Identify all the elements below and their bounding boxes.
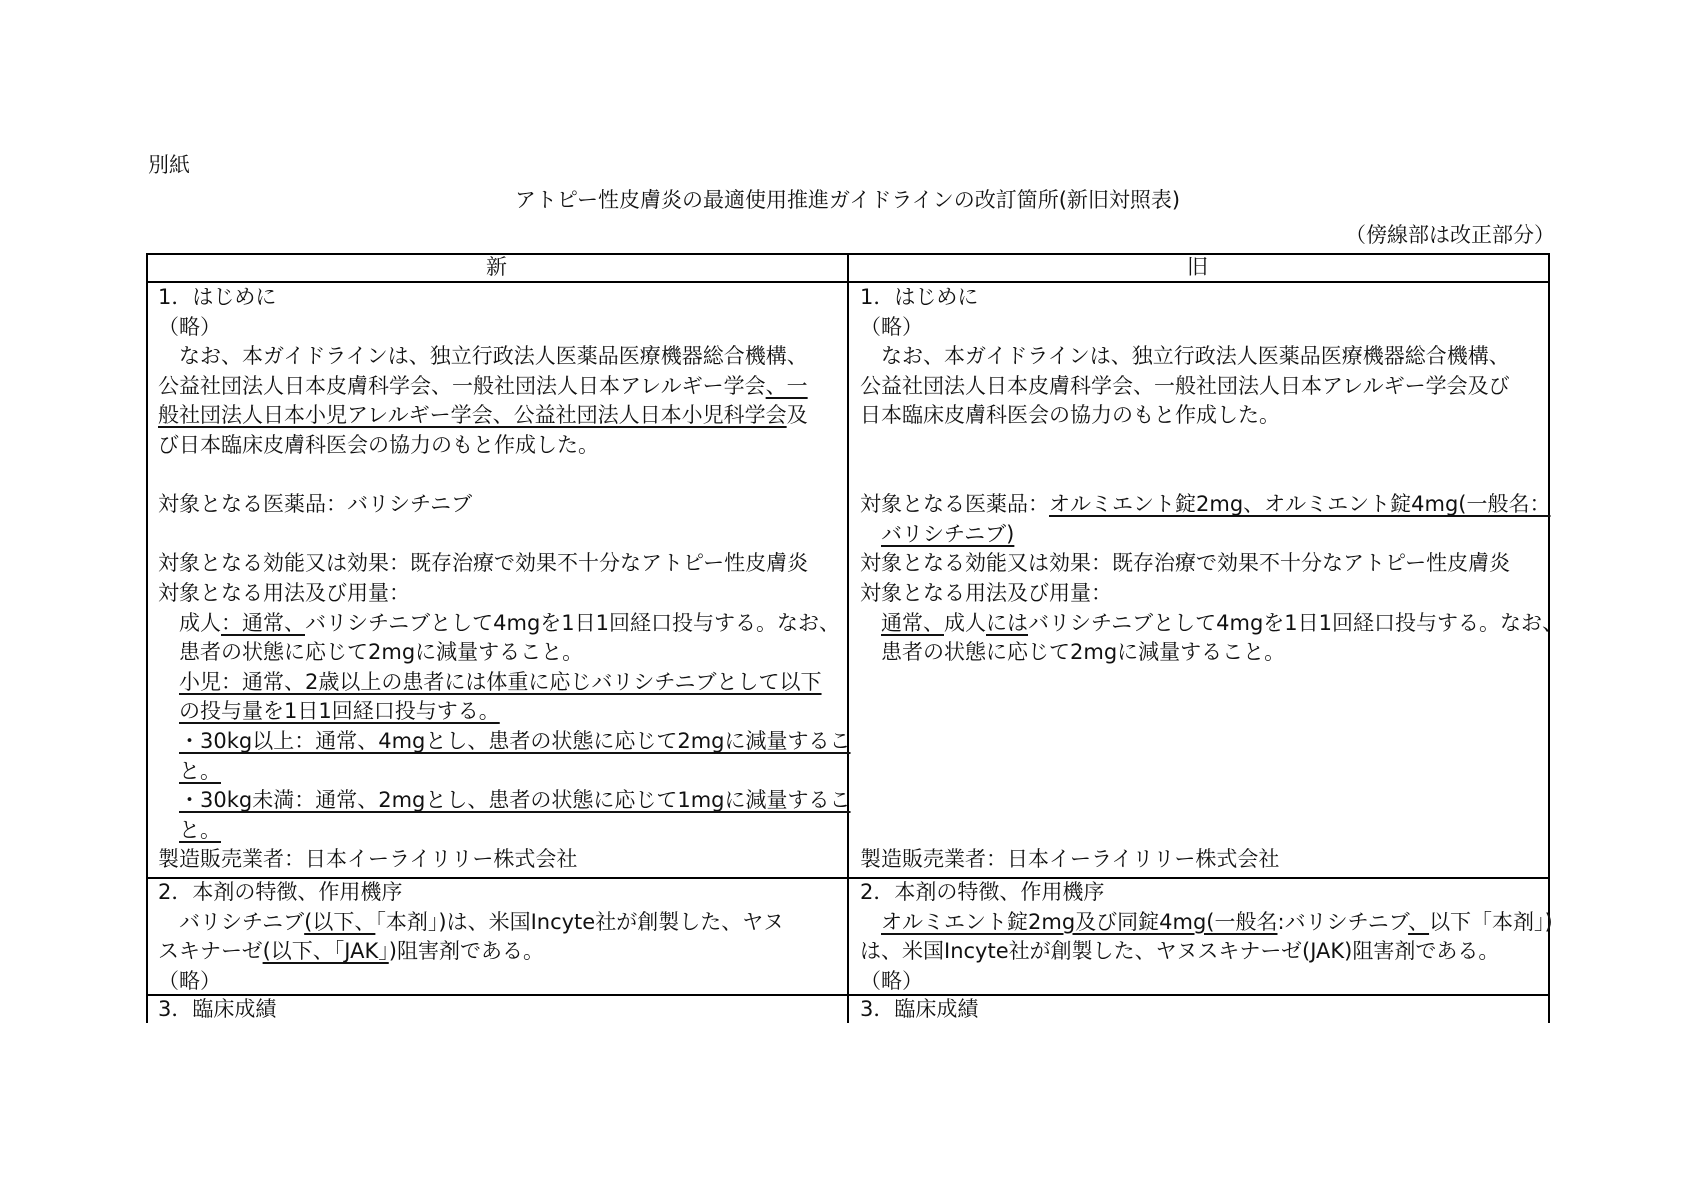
text-line [860,283,978,313]
text-segment: 患者の状態に応じて2mgに減量すること。 [158,640,584,665]
text-segment: 1．はじめに [158,285,277,309]
text-segment: 成人 [944,610,986,635]
text-segment: なお、本ガイドラインは、独立行政法人医薬品医療機器総合機構、 [860,344,1510,369]
text-segment [158,729,179,753]
text-segment: バリシチニブ [158,909,305,934]
text-segment: 対象となる医薬品：バリシチニブ [158,492,473,517]
text-line [158,845,577,875]
text-line [860,878,1104,908]
revised-text: (以下、「JAK」 [262,939,389,964]
text-line [158,786,851,816]
revised-text: には [986,610,1028,635]
text-line [158,878,402,908]
revised-text: 通常、 [881,610,944,635]
text-line [158,283,276,313]
text-line [158,967,221,997]
table-border-right [1548,253,1550,1023]
text-segment: 「本剤」)は、米国Incyte社が創製した、ヤヌ [375,909,784,934]
text-segment [158,788,179,812]
text-line [158,638,583,668]
header-old: 旧 [1187,255,1208,279]
text-segment: （略） [158,968,221,993]
text-line [860,372,1510,402]
text-line [158,579,410,609]
text-segment: 製造販売業者：日本イーライリリー株式会社 [860,847,1280,872]
revised-text: と。 [179,817,221,842]
revised-text: ・30kg未満：通常、2mgとし、患者の状態に応じて1mgに減量するこ [179,788,851,813]
text-line [860,342,1510,372]
text-segment: （略） [860,968,923,993]
revised-text: 般社団法人日本小児アレルギー学会、公益社団法人日本小児科学会 [158,403,787,428]
text-segment: 対象となる医薬品： [860,492,1049,517]
text-line [158,490,472,520]
revised-text: 小児：通常、2歳以上の患者には体重に応じバリシチニブとして以下 [179,669,822,694]
text-line [158,401,808,431]
text-segment: 対象となる用法及び用量： [860,581,1112,605]
text-segment: 以下「本剤」) [1429,909,1553,934]
text-segment: 1．はじめに [860,285,979,309]
text-line [860,845,1279,875]
revised-text: の投与量を1日1回経口投与する。 [179,699,500,724]
text-segment: 公益社団法人日本皮膚科学会、一般社団法人日本アレルギー学会 [158,373,766,398]
text-line [158,816,221,846]
revised-text: ：通常、 [221,610,305,635]
text-segment: 製造販売業者：日本イーライリリー株式会社 [158,847,578,872]
underline-note: （傍線部は改正部分） [1345,223,1555,247]
text-segment [860,611,881,635]
text-line [158,697,500,727]
text-segment: 2．本剤の特徴、作用機序 [860,880,1105,904]
text-segment: :バリシチニブ [1277,909,1409,934]
text-line [158,908,784,938]
text-segment [158,818,179,842]
text-line [860,401,1280,431]
header-new: 新 [486,255,507,279]
text-segment: 成人 [158,610,221,635]
text-line [158,372,808,402]
text-segment: （略） [860,314,923,339]
text-segment: び日本臨床皮膚科医会の協力のもと作成した。 [158,433,599,457]
text-line [860,937,1499,967]
text-segment: )阻害剤である。 [388,939,544,964]
text-segment [860,910,881,934]
text-segment [158,670,179,694]
column-divider [847,253,849,1023]
text-segment: （略） [158,314,221,339]
text-segment: スキナーゼ [158,939,263,964]
text-segment: 公益社団法人日本皮膚科学会、一般社団法人日本アレルギー学会及び [860,373,1510,398]
text-segment: 2．本剤の特徴、作用機序 [158,880,403,904]
revised-text: 、一 [765,373,808,398]
text-segment: バリシチニブとして4mgを1日1回経口投与する。なお、 [1028,610,1564,635]
text-segment [860,522,881,546]
document-title: アトピー性皮膚炎の最適使用推進ガイドラインの改訂箇所(新旧対照表) [514,188,1181,212]
text-line [158,668,822,698]
text-line [860,490,1551,520]
text-line [860,609,1564,639]
text-line [860,520,1014,550]
revised-text: オルミエント錠2mg、オルミエント錠4mg(一般名： [1049,492,1551,517]
text-segment: 及 [786,403,808,428]
text-line [158,937,544,967]
text-line [860,313,923,343]
annex-label: 別紙 [148,153,190,177]
text-segment: は、米国Incyte社が創製した、ヤヌスキナーゼ(JAK)阻害剤である。 [860,939,1500,964]
text-line [158,995,276,1025]
text-line [158,609,841,639]
revised-text: オルミエント錠2mg及び同錠4mg(一般名 [881,909,1278,934]
revised-text: (以下、 [304,909,376,934]
text-line [158,727,851,757]
text-segment: 対象となる効能又は効果：既存治療で効果不十分なアトピー性皮膚炎 [860,551,1511,576]
revised-text: 、 [1408,909,1430,934]
text-line [860,549,1510,579]
text-line [158,342,808,372]
text-segment: なお、本ガイドラインは、独立行政法人医薬品医療機器総合機構、 [158,344,808,369]
text-line [860,579,1112,609]
text-line [158,757,221,787]
text-line [158,549,808,579]
text-line [158,431,599,461]
text-segment: 対象となる用法及び用量： [158,581,410,605]
text-line [860,967,923,997]
text-segment: 対象となる効能又は効果：既存治療で効果不十分なアトピー性皮膚炎 [158,551,809,576]
table-border-left [146,253,148,1023]
text-segment: 日本臨床皮膚科医会の協力のもと作成した。 [860,403,1280,428]
text-segment: 3．臨床成績 [158,997,277,1021]
text-segment [158,759,179,783]
text-line [158,313,221,343]
text-line [860,908,1553,938]
text-segment: 3．臨床成績 [860,997,979,1021]
text-segment: 患者の状態に応じて2mgに減量すること。 [860,640,1286,665]
revised-text: と。 [179,758,221,783]
text-line [860,995,978,1025]
revised-text: ・30kg以上：通常、4mgとし、患者の状態に応じて2mgに減量するこ [179,729,851,753]
text-line [860,638,1285,668]
text-segment: バリシチニブとして4mgを1日1回経口投与する。なお、 [305,610,841,635]
text-segment [158,699,179,723]
revised-text: バリシチニブ) [881,521,1015,546]
